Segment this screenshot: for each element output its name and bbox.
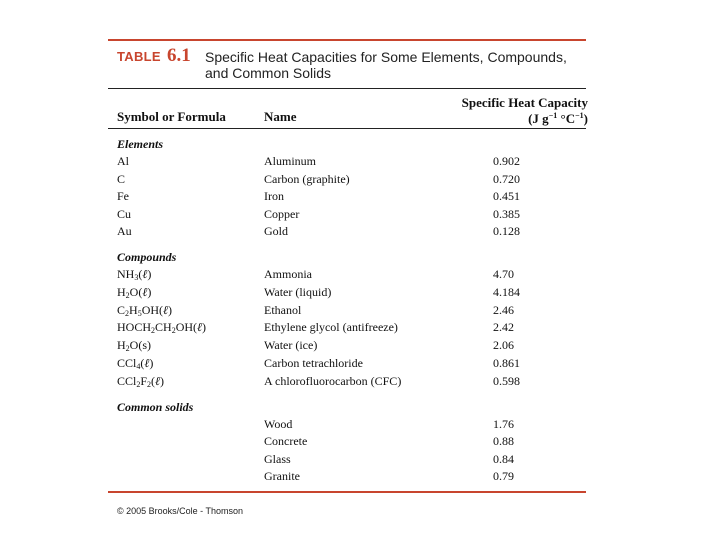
name-copper: Copper: [264, 207, 300, 221]
header-bottom-rule: [108, 128, 586, 129]
formula-ccl2f2: $CCl_2F_2(\ell)$: [117, 374, 165, 389]
table-top-rule: [108, 39, 586, 41]
name-ethylene-glycol: Ethylene glycol (antifreeze): [264, 320, 398, 334]
name-glass: Glass: [264, 452, 291, 466]
formula-ethylene-glycol: $HOCH_2CH_2OH(\ell)$: [117, 320, 207, 335]
header-specific-heat-units: (J $g^{-1}$ $^\circ C^{-1}$): [528, 111, 588, 126]
value-wood: 1.76: [493, 417, 514, 431]
formula-nh3: $NH_3(\ell)$: [117, 267, 152, 282]
table-title: [205, 49, 585, 81]
name-carbon: Carbon (graphite): [264, 172, 350, 186]
formula-h2o-ice: $H_2O(s)$: [117, 338, 151, 353]
value-iron: 0.451: [493, 189, 520, 203]
table-title-line-1: Specific Heat Capacities for Some Elements, Compounds,: [205, 49, 567, 65]
name-wood: Wood: [264, 417, 293, 431]
name-gold: Gold: [264, 224, 288, 238]
formula-au: Au: [117, 224, 132, 238]
name-concrete: Concrete: [264, 434, 308, 448]
name-water-liquid: Water (liquid): [264, 285, 332, 299]
value-carbon-tetrachloride: 0.861: [493, 356, 520, 370]
name-cfc: A chlorofluorocarbon (CFC): [264, 374, 402, 388]
section-title-common-solids: Common solids: [117, 400, 194, 414]
copyright-notice: © 2005 Brooks/Cole - Thomson: [117, 506, 244, 516]
header-specific-heat-line-1: Specific Heat Capacity: [461, 95, 588, 110]
value-ethylene-glycol: 2.42: [493, 320, 514, 334]
value-copper: 0.385: [493, 207, 520, 221]
name-granite: Granite: [264, 469, 300, 483]
value-aluminum: 0.902: [493, 154, 520, 168]
header-top-rule: [108, 88, 586, 89]
table-number: 6.1: [167, 45, 191, 66]
formula-ccl4: CCl$_4$(ℓ): [117, 356, 154, 371]
value-ammonia: 4.70: [493, 267, 514, 281]
value-water-liquid: 4.184: [493, 285, 520, 299]
name-ethanol: Ethanol: [264, 303, 302, 317]
name-iron: Iron: [264, 189, 284, 203]
header-name: Name: [264, 109, 297, 124]
value-ethanol: 2.46: [493, 303, 514, 317]
name-carbon-tetrachloride: Carbon tetrachloride: [264, 356, 363, 370]
formula-h2o-liquid: $H_2O(\ell)$: [117, 285, 152, 300]
header-specific-heat: [400, 95, 588, 127]
name-water-ice: Water (ice): [264, 338, 318, 352]
name-aluminum: Aluminum: [264, 154, 317, 168]
table-bottom-rule: [108, 491, 586, 493]
value-water-ice: 2.06: [493, 338, 514, 352]
value-carbon: 0.720: [493, 172, 520, 186]
value-cfc: 0.598: [493, 374, 520, 388]
formula-cu: Cu: [117, 207, 132, 221]
formula-fe: Fe: [117, 189, 129, 203]
section-title-compounds: Compounds: [117, 250, 177, 264]
formula-c: C: [117, 172, 126, 186]
header-symbol-or-formula: Symbol or Formula: [117, 109, 226, 124]
formula-ethanol: $C_2H_5OH(\ell)$: [117, 303, 173, 318]
section-title-elements: Elements: [117, 137, 164, 151]
table-label: TABLE: [117, 49, 161, 64]
value-glass: 0.84: [493, 452, 514, 466]
value-concrete: 0.88: [493, 434, 514, 448]
formula-al: Al: [117, 154, 129, 168]
table-title-line-2: and Common Solids: [205, 65, 332, 81]
value-granite: 0.79: [493, 469, 514, 483]
name-ammonia: Ammonia: [264, 267, 312, 281]
value-gold: 0.128: [493, 224, 520, 238]
